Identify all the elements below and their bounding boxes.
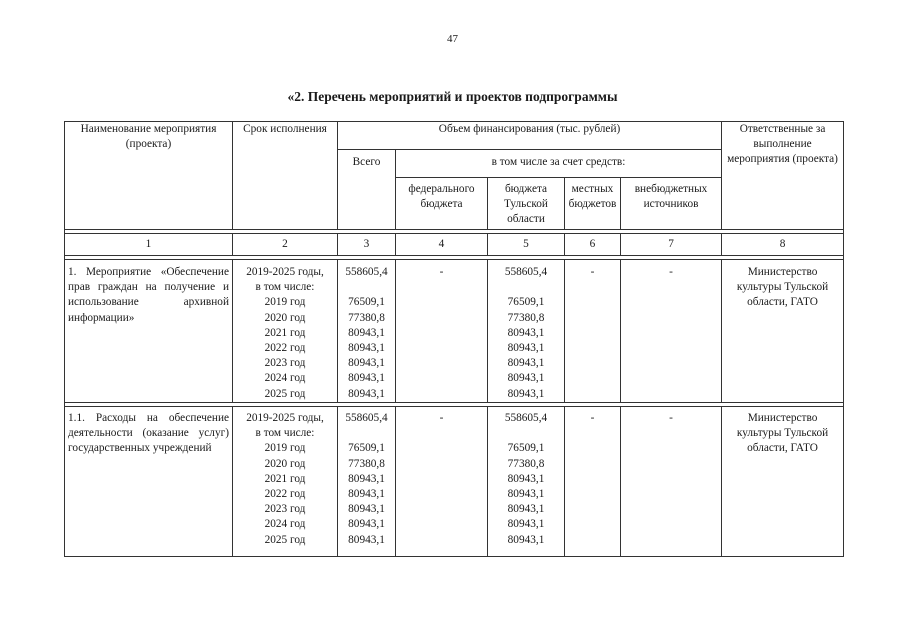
header-extra: внебюджетных источников xyxy=(621,178,722,230)
header-name: Наименование мероприятия (проекта) xyxy=(65,122,233,230)
measure-name: 1. Мероприятие «Обеспечение прав граждан на получение и использование архивной информации» xyxy=(65,260,233,403)
header-responsible: Ответственные за выполнение мероприятия (проекта) xyxy=(722,122,844,230)
term-cell: 2019-2025 годы, в том числе: 2019 год 2020 год 2021 год 2022 год 2023 год 2024 год 2025 год xyxy=(233,407,338,557)
extra-cell: - xyxy=(621,260,722,403)
col-number: 3 xyxy=(338,234,396,256)
col-number: 8 xyxy=(722,234,844,256)
measures-table xyxy=(64,121,844,557)
header-including: в том числе за счет средств: xyxy=(396,150,722,178)
header-funding: Объем финансирования (тыс. рублей) xyxy=(338,122,722,150)
header-total: Всего xyxy=(338,150,396,230)
header-local: местных бюджетов xyxy=(565,178,621,230)
responsible-cell: Министерство культуры Тульской области, ГАТО xyxy=(722,407,844,557)
col-number: 2 xyxy=(233,234,338,256)
extra-cell: - xyxy=(621,407,722,557)
header-term: Срок исполнения xyxy=(233,122,338,230)
total-cell: 558605,4 76509,1 77380,8 80943,1 80943,1 80943,1 80943,1 80943,1 xyxy=(338,260,396,403)
responsible-cell: Министерство культуры Тульской области, ГАТО xyxy=(722,260,844,403)
table-row xyxy=(65,407,844,557)
total-cell: 558605,4 76509,1 77380,8 80943,1 80943,1 80943,1 80943,1 80943,1 xyxy=(338,407,396,557)
col-number: 5 xyxy=(488,234,565,256)
table-row xyxy=(65,260,844,403)
local-cell: - xyxy=(565,260,621,403)
regional-cell: 558605,4 76509,1 77380,8 80943,1 80943,1 80943,1 80943,1 80943,1 xyxy=(488,407,565,557)
local-cell: - xyxy=(565,407,621,557)
federal-cell: - xyxy=(396,260,488,403)
col-number: 7 xyxy=(621,234,722,256)
col-number: 4 xyxy=(396,234,488,256)
page-number: 47 xyxy=(447,33,458,45)
header-regional: бюджета Тульской области xyxy=(488,178,565,230)
term-cell: 2019-2025 годы, в том числе: 2019 год 2020 год 2021 год 2022 год 2023 год 2024 год 2025 год xyxy=(233,260,338,403)
measure-name: 1.1. Расходы на обеспечение деятельности (оказание услуг) государственных учреждений xyxy=(65,407,233,557)
header-federal: федерального бюджета xyxy=(396,178,488,230)
header-number-row xyxy=(65,234,844,256)
col-number: 6 xyxy=(565,234,621,256)
col-number: 1 xyxy=(65,234,233,256)
federal-cell: - xyxy=(396,407,488,557)
regional-cell: 558605,4 76509,1 77380,8 80943,1 80943,1 80943,1 80943,1 80943,1 xyxy=(488,260,565,403)
document-title: «2. Перечень мероприятий и проектов подпрограммы xyxy=(287,89,618,104)
